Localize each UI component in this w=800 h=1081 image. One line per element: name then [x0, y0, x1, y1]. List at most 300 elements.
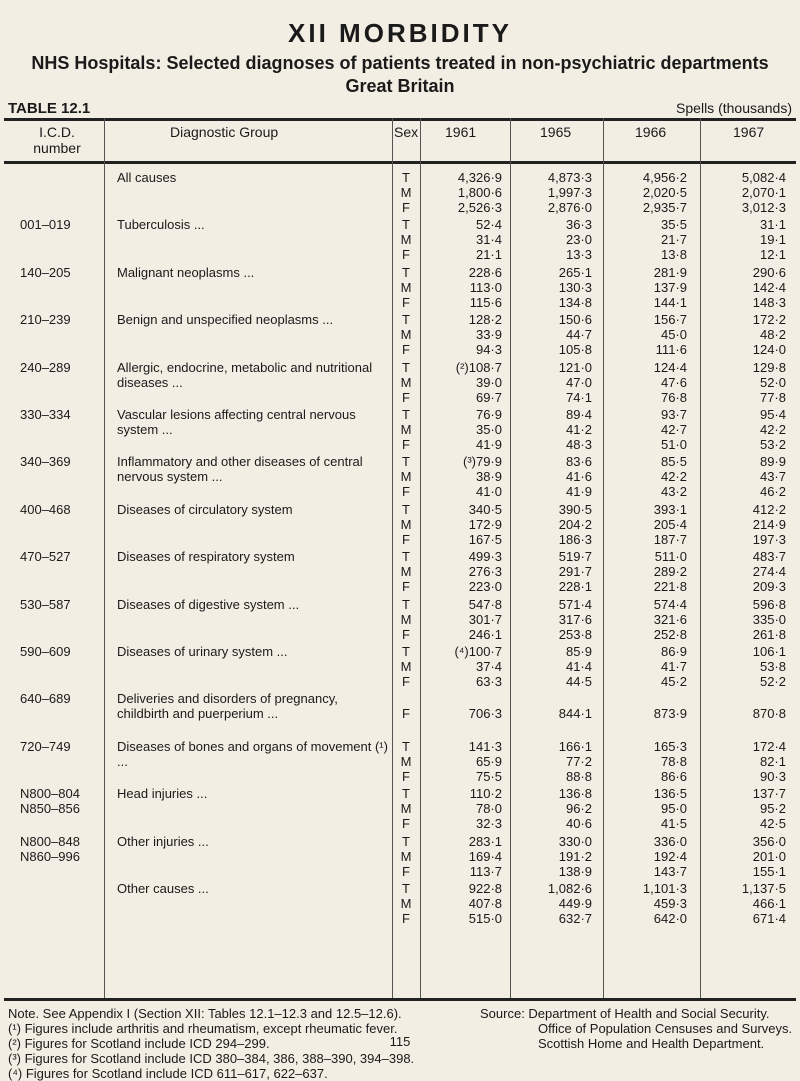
header-rule: [4, 161, 796, 164]
sex-value: M: [400, 896, 412, 911]
value-1967: 48·2: [759, 327, 786, 343]
sex-value-cell: [398, 502, 414, 547]
value-1965: 2,876·0: [547, 200, 592, 215]
value-1961-cell: [430, 312, 502, 357]
value-1967: 209·3: [752, 579, 786, 595]
value-1961: 65·9: [475, 753, 502, 769]
sex-value: F: [402, 389, 410, 405]
table-row: [0, 312, 800, 358]
value-1961-cell: [430, 502, 502, 547]
value-1965-cell: [520, 217, 592, 262]
value-1965: 228·1: [558, 579, 592, 595]
source-line: Office of Population Censuses and Surveys.: [538, 1021, 793, 1036]
value-1967: 483·7: [752, 549, 786, 565]
sex-value: M: [400, 422, 412, 437]
value-1966: 86·9: [660, 644, 687, 659]
value-1961-cell: [430, 549, 502, 594]
sex-value: F: [402, 200, 410, 215]
sex-value: F: [402, 484, 410, 500]
value-1961: 35·0: [475, 422, 502, 437]
diagnostic-group: Other causes ...: [117, 881, 209, 896]
value-1967: 12·1: [759, 247, 786, 263]
value-1961-cell: [430, 881, 502, 926]
value-1961: 499·3: [468, 549, 502, 565]
value-1967-cell: [716, 312, 786, 357]
value-1966: [615, 721, 687, 736]
source-line: Source: Department of Health and Social Security.: [480, 1006, 770, 1021]
top-rule: [4, 118, 796, 121]
value-1961: 128·2: [468, 312, 502, 328]
header-1967: 1967: [733, 124, 765, 140]
value-1961: 922·8: [468, 881, 502, 896]
icd-number: 001–019: [20, 217, 71, 233]
value-1965: 41·9: [565, 484, 592, 500]
value-1965: 89·4: [565, 407, 592, 422]
value-1961-cell: [430, 597, 502, 642]
value-1961: 515·0: [468, 911, 502, 926]
value-1966: 289·2: [653, 564, 687, 580]
table-row: [0, 217, 800, 263]
value-1965-cell: [520, 691, 592, 736]
value-1966: 642·0: [653, 911, 687, 926]
diagnostic-group: Allergic, endocrine, metabolic and nutritional diseases ...: [117, 359, 373, 390]
value-1965: 253·8: [558, 626, 592, 642]
value-1967-cell: [716, 597, 786, 642]
value-1967: 155·1: [752, 863, 786, 879]
value-1965: 13·3: [565, 247, 592, 263]
value-1967: 261·8: [752, 626, 786, 642]
table-title: [0, 52, 800, 98]
value-1966: 35·5: [660, 217, 687, 233]
value-1967-cell: [716, 360, 786, 405]
value-1961: 78·0: [475, 801, 502, 817]
value-1966-cell: [615, 834, 687, 879]
title-line-1: NHS Hospitals: Selected diagnoses of patients treated in non-psychiatric departments: [31, 53, 769, 73]
sex-value-cell: [398, 454, 414, 499]
value-1965-cell: [520, 834, 592, 879]
value-1961: 4,326·9: [457, 170, 502, 185]
value-1961: (²)108·7: [455, 359, 502, 375]
value-1965: 47·0: [565, 374, 592, 390]
table-row: [0, 691, 800, 737]
diagnostic-group: Diseases of urinary system ...: [117, 644, 288, 659]
sex-value: F: [402, 706, 410, 722]
value-1967: 5,082·4: [741, 170, 786, 185]
value-1965-cell: [520, 549, 592, 594]
sex-value-cell: [398, 549, 414, 594]
value-1966: [615, 691, 687, 706]
value-1967: 95·2: [759, 801, 786, 817]
value-1966: 21·7: [660, 232, 687, 248]
value-1965: 390·5: [558, 501, 592, 517]
sex-value: [398, 721, 414, 736]
value-1966: 42·2: [660, 469, 687, 485]
diagnostic-group: Diseases of respiratory system: [117, 549, 295, 565]
value-1961: 547·8: [468, 596, 502, 612]
table-row: [0, 786, 800, 832]
value-1967: 46·2: [759, 484, 786, 500]
diagnostic-group: Tuberculosis ...: [117, 217, 205, 233]
value-1966: 192·4: [653, 848, 687, 864]
value-1965: [520, 691, 592, 706]
value-1967: 53·2: [759, 437, 786, 452]
value-1961: 407·8: [468, 896, 502, 911]
value-1966: 281·9: [653, 264, 687, 280]
value-1966-cell: [615, 217, 687, 262]
value-1966-cell: [615, 691, 687, 736]
value-1967-cell: [716, 786, 786, 831]
icd-number: 470–527: [20, 549, 71, 565]
icd-number: 330–334: [20, 407, 71, 422]
diagnostic-group: Other injuries ...: [117, 833, 209, 849]
value-1965: 166·1: [558, 738, 592, 754]
icd-number: 140–205: [20, 264, 71, 280]
value-1961: 141·3: [468, 738, 502, 754]
value-1965: 48·3: [565, 437, 592, 452]
value-1965: 134·8: [558, 294, 592, 310]
table-label: TABLE 12.1: [8, 100, 91, 117]
value-1966-cell: [615, 549, 687, 594]
value-1966: 252·8: [653, 626, 687, 642]
sex-value: F: [402, 863, 410, 879]
value-1961: 33·9: [475, 327, 502, 343]
header-1965: 1965: [540, 124, 572, 140]
value-1961: [430, 721, 502, 736]
value-1967-cell: [716, 691, 786, 736]
value-1966: 85·5: [660, 454, 687, 470]
table-row: [0, 407, 800, 453]
sex-value-cell: [398, 265, 414, 310]
sex-value: F: [402, 342, 410, 358]
sex-value: T: [402, 312, 410, 328]
sex-value: T: [402, 786, 410, 802]
value-1965: 130·3: [558, 279, 592, 295]
value-1967-cell: [716, 407, 786, 452]
value-1966-cell: [615, 786, 687, 831]
value-1965: 44·5: [565, 674, 592, 689]
icd-number: 210–239: [20, 312, 71, 328]
sex-value: M: [400, 374, 412, 390]
value-1966: 136·5: [653, 786, 687, 802]
sex-value: F: [402, 294, 410, 310]
value-1966: 393·1: [653, 501, 687, 517]
value-1965: 74·1: [565, 389, 592, 405]
value-1965: 265·1: [558, 264, 592, 280]
value-1967-cell: [716, 217, 786, 262]
value-1965: 96·2: [565, 801, 592, 817]
diagnostic-group: Diseases of circulatory system: [117, 501, 293, 517]
value-1961: 31·4: [475, 232, 502, 248]
icd-number: 340–369: [20, 454, 71, 470]
sex-value: T: [402, 170, 410, 185]
value-1967: 31·1: [759, 217, 786, 233]
header-1961: 1961: [445, 124, 477, 140]
value-1966: 459·3: [653, 896, 687, 911]
value-1961: 2,526·3: [457, 200, 502, 215]
value-1961-cell: [430, 360, 502, 405]
value-1966: 124·4: [653, 359, 687, 375]
value-1965: 77·2: [565, 753, 592, 769]
sex-value: T: [402, 644, 410, 659]
value-1965: 632·7: [558, 911, 592, 926]
icd-number: 640–689: [20, 691, 71, 707]
value-1967-cell: [716, 834, 786, 879]
value-1967: [716, 691, 786, 706]
value-1961: 172·9: [468, 516, 502, 532]
table-row: [0, 454, 800, 500]
value-1967: 142·4: [752, 279, 786, 295]
value-1966: 574·4: [653, 596, 687, 612]
icd-number: 590–609: [20, 644, 71, 659]
sex-value-cell: [398, 360, 414, 405]
value-1965: 4,873·3: [547, 170, 592, 185]
value-1961: 113·0: [469, 279, 502, 295]
value-1961: 276·3: [468, 564, 502, 580]
value-1966: 4,956·2: [642, 170, 687, 185]
table-row: [0, 597, 800, 643]
value-1965-cell: [520, 360, 592, 405]
value-1965: 41·2: [565, 422, 592, 437]
value-1965-cell: [520, 312, 592, 357]
value-1967-cell: [716, 454, 786, 499]
value-1961: 283·1: [468, 833, 502, 849]
sex-value: M: [400, 611, 412, 627]
table-row: [0, 502, 800, 548]
sex-value: M: [400, 753, 412, 769]
value-1965: 186·3: [558, 531, 592, 547]
sex-value: M: [400, 185, 412, 200]
value-1966-cell: [615, 360, 687, 405]
value-1967: 290·6: [752, 264, 786, 280]
sex-value: F: [402, 674, 410, 689]
value-1966: 187·7: [653, 531, 687, 547]
value-1966: 86·6: [660, 768, 687, 784]
diagnostic-group: Head injuries ...: [117, 786, 208, 802]
value-1961: 32·3: [475, 816, 502, 832]
value-1967: 214·9: [752, 516, 786, 532]
value-1961-cell: [430, 407, 502, 452]
sex-value: M: [400, 516, 412, 532]
sex-value: [398, 691, 414, 706]
value-1965: 191·2: [558, 848, 592, 864]
value-1966: 2,935·7: [642, 200, 687, 215]
icd-number: 240–289: [20, 359, 71, 375]
value-1966: 42·7: [660, 422, 687, 437]
value-1967: 3,012·3: [741, 200, 786, 215]
value-1966-cell: [615, 312, 687, 357]
value-1961-cell: [430, 786, 502, 831]
sex-value: T: [402, 359, 410, 375]
icd-number: 530–587: [20, 596, 71, 612]
diagnostic-group: Vascular lesions affecting central nervous system ...: [117, 407, 356, 437]
value-1967: 95·4: [759, 407, 786, 422]
value-1961: 223·0: [468, 579, 502, 595]
value-1965: [520, 721, 592, 736]
value-1961-cell: [430, 739, 502, 784]
source-line: Scottish Home and Health Department.: [538, 1036, 765, 1051]
value-1965: 105·8: [558, 342, 592, 358]
value-1965-cell: [520, 644, 592, 689]
value-1967-cell: [716, 644, 786, 689]
value-1966-cell: [615, 644, 687, 689]
value-1967: 335·0: [752, 611, 786, 627]
sex-value-cell: [398, 881, 414, 926]
value-1967: 870·8: [752, 706, 786, 722]
value-1966: 41·5: [660, 816, 687, 832]
value-1967: 89·9: [759, 454, 786, 470]
note-line: (⁴) Figures for Scotland include ICD 611–617, 622–637.: [8, 1066, 328, 1081]
value-1967-cell: [716, 265, 786, 310]
value-1966: 111·6: [655, 342, 687, 358]
value-1966: 93·7: [660, 407, 687, 422]
sex-value-cell: [398, 217, 414, 262]
value-1966: 78·8: [660, 753, 687, 769]
sex-value-cell: [398, 786, 414, 831]
value-1965-cell: [520, 597, 592, 642]
value-1961: 94·3: [475, 342, 502, 358]
value-1965: 204·2: [558, 516, 592, 532]
value-1966: 165·3: [653, 738, 687, 754]
value-1965: 571·4: [558, 596, 592, 612]
icd-number: N800–804 N850–856: [20, 786, 80, 817]
value-1965-cell: [520, 502, 592, 547]
value-1966: 47·6: [660, 374, 687, 390]
value-1961-cell: [430, 644, 502, 689]
value-1965: 41·4: [565, 659, 592, 674]
value-1965: 291·7: [558, 564, 592, 580]
value-1965: 317·6: [558, 611, 592, 627]
value-1967-cell: [716, 739, 786, 784]
value-1966: 137·9: [653, 279, 687, 295]
value-1961: 228·6: [468, 264, 502, 280]
value-1965: 121·0: [558, 359, 592, 375]
sex-value-cell: [398, 739, 414, 784]
value-1967: 172·2: [752, 312, 786, 328]
value-1966: 76·8: [660, 389, 687, 405]
sex-value: T: [402, 833, 410, 849]
value-1961: 1,800·6: [457, 185, 502, 200]
value-1967: 19·1: [759, 232, 786, 248]
value-1961: 21·1: [475, 247, 502, 263]
diagnostic-group: Malignant neoplasms ...: [117, 264, 255, 280]
value-1966: 45·2: [660, 674, 687, 689]
value-1966-cell: [615, 454, 687, 499]
value-1961-cell: [430, 834, 502, 879]
value-1965-cell: [520, 786, 592, 831]
units-label: Spells (thousands): [676, 100, 792, 116]
value-1967: 43·7: [759, 469, 786, 485]
sex-value: F: [402, 911, 410, 926]
value-1966: 95·0: [660, 801, 687, 817]
sex-value: M: [400, 848, 412, 864]
value-1966: 43·2: [660, 484, 687, 500]
value-1966: 13·8: [660, 247, 687, 263]
header-sex: Sex: [394, 124, 419, 140]
value-1967: 2,070·1: [741, 185, 786, 200]
value-1966: 144·1: [653, 294, 687, 310]
value-1965: 41·6: [565, 469, 592, 485]
note-line: (¹) Figures include arthritis and rheumatism, except rheumatic fever.: [8, 1021, 398, 1036]
sex-value: F: [402, 531, 410, 547]
sex-value: F: [402, 816, 410, 832]
diagnostic-group: Diseases of digestive system ...: [117, 596, 300, 612]
value-1967-cell: [716, 502, 786, 547]
table-row: [0, 360, 800, 406]
value-1965: 136·8: [558, 786, 592, 802]
table-row: [0, 549, 800, 595]
value-1967: 77·8: [759, 389, 786, 405]
value-1961-cell: [430, 170, 502, 215]
diagnostic-group: All causes: [117, 170, 177, 185]
sex-value-cell: [398, 407, 414, 452]
note-line: (³) Figures for Scotland include ICD 380–384, 386, 388–390, 394–398.: [8, 1051, 415, 1066]
sex-value-cell: [398, 691, 414, 736]
value-1966: 143·7: [653, 863, 687, 879]
chapter-heading: XII MORBIDITY: [288, 18, 512, 48]
diagnostic-group: Deliveries and disorders of pregnancy, childbirth and puerperium ...: [117, 691, 338, 722]
value-1965: 1,082·6: [547, 881, 592, 896]
value-1961: (³)79·9: [462, 454, 502, 470]
value-1961: 41·0: [475, 484, 502, 500]
table-row: [0, 644, 800, 690]
sex-value: T: [402, 738, 410, 754]
value-1961: 75·5: [475, 768, 502, 784]
value-1966: 873·9: [653, 706, 687, 722]
sex-value: F: [402, 768, 410, 784]
sex-value-cell: [398, 312, 414, 357]
table-row: [0, 739, 800, 785]
header-1966: 1966: [635, 124, 667, 140]
value-1967: 412·2: [752, 501, 786, 517]
value-1961: 301·7: [468, 611, 502, 627]
value-1965-cell: [520, 881, 592, 926]
sex-value: F: [402, 437, 410, 452]
value-1965-cell: [520, 265, 592, 310]
value-1967: 82·1: [759, 753, 786, 769]
value-1967: 42·2: [759, 422, 786, 437]
value-1965: 519·7: [558, 549, 592, 565]
title-line-2: Great Britain: [345, 76, 455, 96]
value-1967: 52·2: [759, 674, 786, 689]
value-1967: 137·7: [752, 786, 786, 802]
value-1961: 37·4: [475, 659, 502, 674]
value-1961: [430, 691, 502, 706]
value-1965: 40·6: [565, 816, 592, 832]
value-1967: 197·3: [752, 531, 786, 547]
value-1966-cell: [615, 597, 687, 642]
sex-value: T: [402, 549, 410, 565]
value-1961: 115·6: [469, 294, 502, 310]
header-group: Diagnostic Group: [170, 124, 279, 140]
sex-value: T: [402, 596, 410, 612]
table-row: [0, 881, 800, 927]
value-1965-cell: [520, 170, 592, 215]
header-icd: I.C.D. number: [33, 124, 81, 156]
value-1967: 596·8: [752, 596, 786, 612]
value-1967: 129·8: [752, 359, 786, 375]
value-1961: 69·7: [475, 389, 502, 405]
icd-number: N800–848 N860–996: [20, 833, 80, 864]
value-1966: 45·0: [660, 327, 687, 343]
value-1965: 138·9: [558, 863, 592, 879]
sex-value: M: [400, 469, 412, 485]
value-1966: 156·7: [653, 312, 687, 328]
table-row: [0, 834, 800, 880]
value-1966-cell: [615, 170, 687, 215]
value-1967: 356·0: [752, 833, 786, 849]
value-1965: 83·6: [565, 454, 592, 470]
sex-value: F: [402, 626, 410, 642]
